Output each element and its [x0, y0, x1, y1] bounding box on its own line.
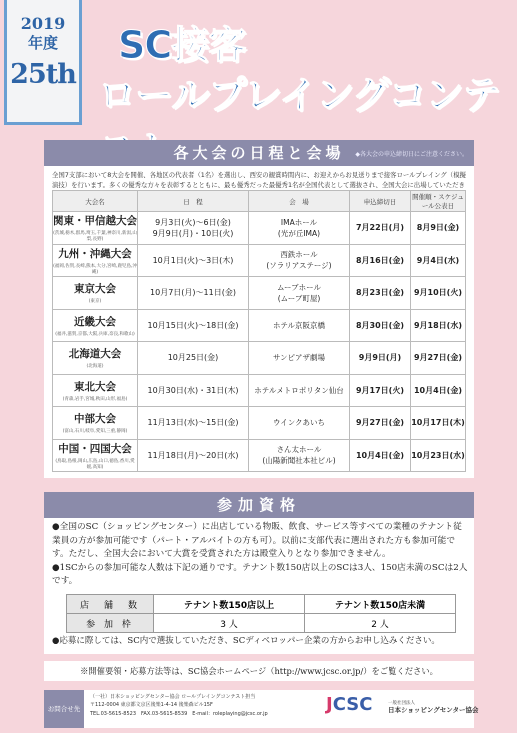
- event-deadline: 7月22日(月): [350, 212, 411, 245]
- qualification-text: [52, 521, 470, 589]
- event-name: 関東・甲信越大会: [53, 215, 137, 228]
- quota-val-150-plus: 3 人: [154, 614, 305, 633]
- schedule-row: [53, 439, 466, 472]
- event-name: 九州・沖縄大会: [58, 247, 132, 260]
- event-prefectures: (北海道): [86, 364, 104, 370]
- badge-count: 25th: [10, 59, 76, 90]
- quota-val-under-150: 2 人: [305, 614, 456, 633]
- event-date: 10月15日(火)～18日(金): [138, 309, 249, 342]
- jcsc-logo: JCSC: [326, 694, 373, 715]
- event-name-cell: [53, 374, 138, 407]
- contact-line2: 〒112-0004 東京都文京区後楽1-4-14 後楽森ビル15F: [90, 702, 213, 709]
- qualification-p1: ●全国のSC（ショッピングセンター）に出店している物販、飲食、サービス等すべての業種のテナント従業員の方が参加可能です（パート・アルバイトの方も可）。以前に支部代表に選出された方も参加可能です。ただし、全国大会において大賞を受賞された方は殿堂入りとなり参加できません。: [52, 522, 462, 560]
- event-name-cell: [53, 342, 138, 375]
- event-hall: ホテル京阪京橋: [249, 309, 350, 342]
- event-publish-date: 9月10日(火): [411, 277, 466, 310]
- event-name-cell: [53, 244, 138, 277]
- event-name: 東北大会: [74, 380, 116, 393]
- schedule-body: [53, 212, 466, 472]
- contact-info: [90, 693, 268, 718]
- quota-table: [66, 594, 456, 633]
- event-prefectures: (青森,岩手,宮城,秋田,山形,福島): [62, 396, 128, 402]
- event-deadline: 9月17日(火): [350, 374, 411, 407]
- event-hall: 西鉄ホール (ソラリアステージ): [249, 244, 350, 277]
- event-prefectures: (福岡,佐賀,長崎,熊本,大分,宮崎,鹿児島,沖縄): [53, 263, 137, 275]
- schedule-table: [52, 190, 466, 472]
- event-hall: ホテルメトロポリタン仙台: [249, 374, 350, 407]
- event-deadline: 8月23日(金): [350, 277, 411, 310]
- event-prefectures: (東京): [88, 299, 102, 305]
- event-date: 10月1日(火)～3日(木): [138, 244, 249, 277]
- website-note: ※開催要領・応募方法等は、SC協会ホームページ（http://www.jcsc.or.jp/）をご覧ください。: [44, 661, 474, 681]
- schedule-row: [53, 309, 466, 342]
- event-publish-date: 9月27日(金): [411, 342, 466, 375]
- schedule-note: ◆各大会の申込締切日にご注意ください。: [355, 151, 468, 158]
- event-deadline: 8月16日(金): [350, 244, 411, 277]
- schedule-row: [53, 212, 466, 245]
- badge-year: 2019: [20, 14, 66, 33]
- contact-line3: TEL.03-5615-8523 FAX.03-5615-8539 E-mail：roleplaying@jcsc.or.jp: [90, 710, 268, 717]
- org-name: [388, 700, 478, 714]
- quota-row-stores: [67, 595, 456, 614]
- schedule-heading-bar: [44, 140, 474, 166]
- event-name-cell: [53, 309, 138, 342]
- col-header-deadline: 申込締切日: [350, 191, 411, 212]
- schedule-header-row: [53, 191, 466, 212]
- event-hall: さん太ホール (山陽新聞社本社ビル): [249, 439, 350, 472]
- event-prefectures: (富山,石川,岐阜,愛知,三重,静岡): [62, 429, 128, 435]
- event-prefectures: (福井,滋賀,京都,大阪,兵庫,奈良,和歌山): [55, 331, 135, 337]
- event-name: 東京大会: [74, 283, 116, 296]
- schedule-row: [53, 374, 466, 407]
- event-prefectures: (鳥取,島根,岡山,広島,山口,徳島,香川,愛媛,高知): [55, 458, 135, 470]
- event-publish-date: 10月23日(水): [411, 439, 466, 472]
- title-line2: ロールプレイングコンテ: [98, 73, 500, 117]
- event-publish-date: 10月4日(金): [411, 374, 466, 407]
- col-header-publish: 開催順・スケジュール公表日: [411, 191, 466, 212]
- event-hall: ムーブホール (ムーブ町屋): [249, 277, 350, 310]
- event-date: 10月30日(水)・31日(木): [138, 374, 249, 407]
- schedule-heading: 各大会の日程と会場: [173, 144, 345, 162]
- quota-col-under-150: テナント数150店未満: [305, 595, 456, 614]
- event-name-cell: [53, 407, 138, 440]
- event-deadline: 10月4日(金): [350, 439, 411, 472]
- event-publish-date: 10月17日(木): [411, 407, 466, 440]
- org-full: 日本ショッピングセンター協会: [388, 706, 479, 714]
- event-name: 近畿大会: [74, 315, 116, 328]
- col-header-name: 大会名: [53, 191, 138, 212]
- event-date: 9月3日(火)～6日(金) 9月9日(月)・10日(火): [138, 212, 249, 245]
- contact-line1: （一社）日本ショッピングセンター協会 ロールプレイングコンテスト担当: [90, 694, 256, 700]
- event-hall: ウインクあいち: [249, 407, 350, 440]
- quota-label-stores: 店 舗 数: [67, 595, 154, 614]
- col-header-hall: 会 場: [249, 191, 350, 212]
- schedule-intro: 全国7支部において8大会を開催、各地区の代表者（1名）を選出し、西安の観賞時間内に、お迎えからお見送りまで接客ロールプレイング（模擬演技）を行います。多くの優秀な方々を表彰するとともに、最も優秀だった最優秀1名が全国代表として選抜され、全国大会に出場していただき: [52, 171, 466, 189]
- event-name-cell: [53, 277, 138, 310]
- col-header-date: 日 程: [138, 191, 249, 212]
- event-hall: IMAホール (光が丘IMA): [249, 212, 350, 245]
- qualification-p3: ●応募に際しては、SC内で選抜していただき、SCディベロッパー企業の方からお申し込みください。: [52, 636, 440, 646]
- event-name: 北海道大会: [68, 348, 122, 361]
- event-prefectures: (茨城,栃木,群馬,埼玉,千葉,神奈川,新潟,山梨,長野): [53, 231, 137, 243]
- schedule-row: [53, 407, 466, 440]
- schedule-row: [53, 342, 466, 375]
- event-deadline: 9月9日(月): [350, 342, 411, 375]
- quota-label-slots: 参 加 枠: [67, 614, 154, 633]
- event-name-cell: [53, 212, 138, 245]
- event-date: 11月18日(月)～20日(水): [138, 439, 249, 472]
- event-name: 中国・四国大会: [58, 442, 132, 455]
- title-line1: SC接客: [118, 23, 246, 67]
- year-badge: [4, 0, 82, 125]
- event-date: 11月13日(水)～15日(金): [138, 407, 249, 440]
- event-name: 中部大会: [74, 413, 116, 426]
- event-publish-date: 9月4日(水): [411, 244, 466, 277]
- badge-nendo: 年度: [27, 34, 58, 52]
- quota-row-slots: [67, 614, 456, 633]
- event-date: 10月25日(金): [138, 342, 249, 375]
- qualification-heading: 参加資格: [216, 496, 301, 514]
- event-hall: サンピアザ劇場: [249, 342, 350, 375]
- org-small: 一般社団法人: [388, 701, 415, 706]
- qualification-heading-bar: [44, 492, 474, 518]
- event-publish-date: 8月9日(金): [411, 212, 466, 245]
- quota-col-150-plus: テナント数150店以上: [154, 595, 305, 614]
- contact-label: お問合せ先: [44, 690, 84, 728]
- event-date: 10月7日(月)～11日(金): [138, 277, 249, 310]
- schedule-row: [53, 244, 466, 277]
- schedule-row: [53, 277, 466, 310]
- event-deadline: 9月27日(金): [350, 407, 411, 440]
- event-deadline: 8月30日(金): [350, 309, 411, 342]
- event-name-cell: [53, 439, 138, 472]
- qualification-p2: ●1SCからの参加可能な人数は下記の通りです。テナント数150店以上のSCは3人、150店未満のSCは2人です。: [52, 562, 468, 587]
- event-publish-date: 9月18日(水): [411, 309, 466, 342]
